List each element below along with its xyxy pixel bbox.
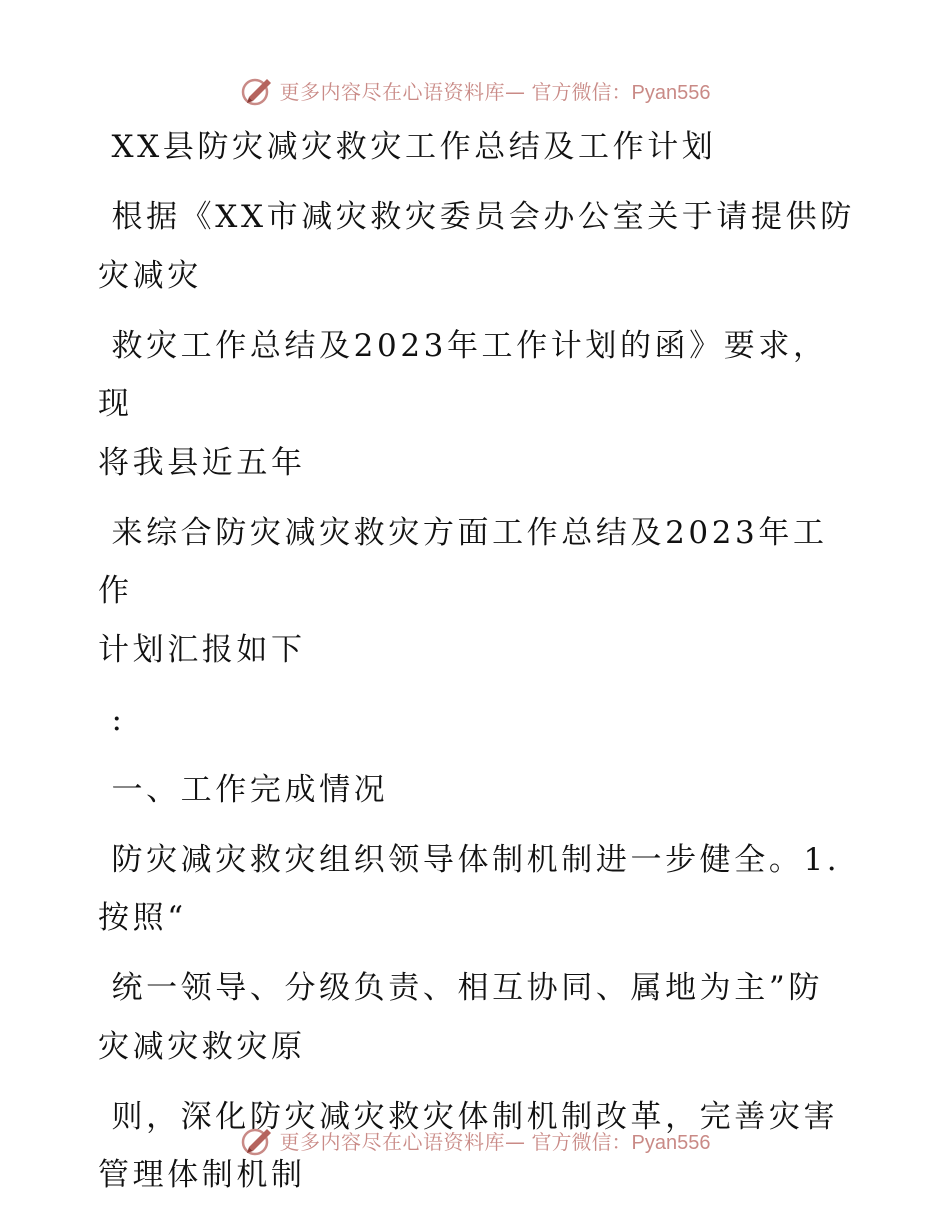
- paragraph-line: 防灾减灾救灾组织领导体制机制进一步健全。1.: [98, 841, 841, 878]
- paragraph-line: 则，深化防灾减灾救灾体制机制改革，完善灾害: [98, 1098, 839, 1135]
- footer-watermark: [0, 1120, 950, 1160]
- pen-logo-icon: [240, 73, 274, 107]
- pen-logo-icon: [240, 1123, 274, 1157]
- paragraph-line: 来综合防灾减灾救灾方面工作总结及2023年工作: [98, 514, 828, 609]
- section-heading: 一、工作完成情况: [98, 771, 389, 808]
- watermark-wechat: 官方微信：Pyan556: [531, 81, 711, 104]
- watermark-wechat: 官方微信：Pyan556: [531, 1131, 711, 1154]
- paragraph-line: 救灾工作总结及2023年工作计划的函》要求，现: [98, 327, 828, 422]
- header-watermark: [0, 70, 950, 110]
- paragraph-line: :: [98, 701, 126, 738]
- watermark-text: 更多内容尽在心语资料库—: [279, 79, 526, 104]
- paragraph-line: 灾减灾救灾原: [98, 1028, 306, 1065]
- document-body: [98, 118, 858, 1205]
- watermark-text: 更多内容尽在心语资料库—: [279, 1129, 526, 1154]
- paragraph-line: 灾减灾: [98, 257, 202, 294]
- document-title: XX县防灾减灾救灾工作总结及工作计划: [98, 129, 717, 165]
- paragraph-line: 统一领导、分级负责、相互协同、属地为主”防: [98, 970, 823, 1006]
- paragraph-line: 计划汇报如下: [98, 631, 306, 668]
- paragraph-line: 根据《XX市减灾救灾委员会办公室关于请提供防: [98, 199, 855, 235]
- paragraph-line: 按照“: [98, 900, 187, 936]
- paragraph-line: 将我县近五年: [98, 444, 306, 481]
- paragraph-line: 管理体制机制: [98, 1157, 306, 1193]
